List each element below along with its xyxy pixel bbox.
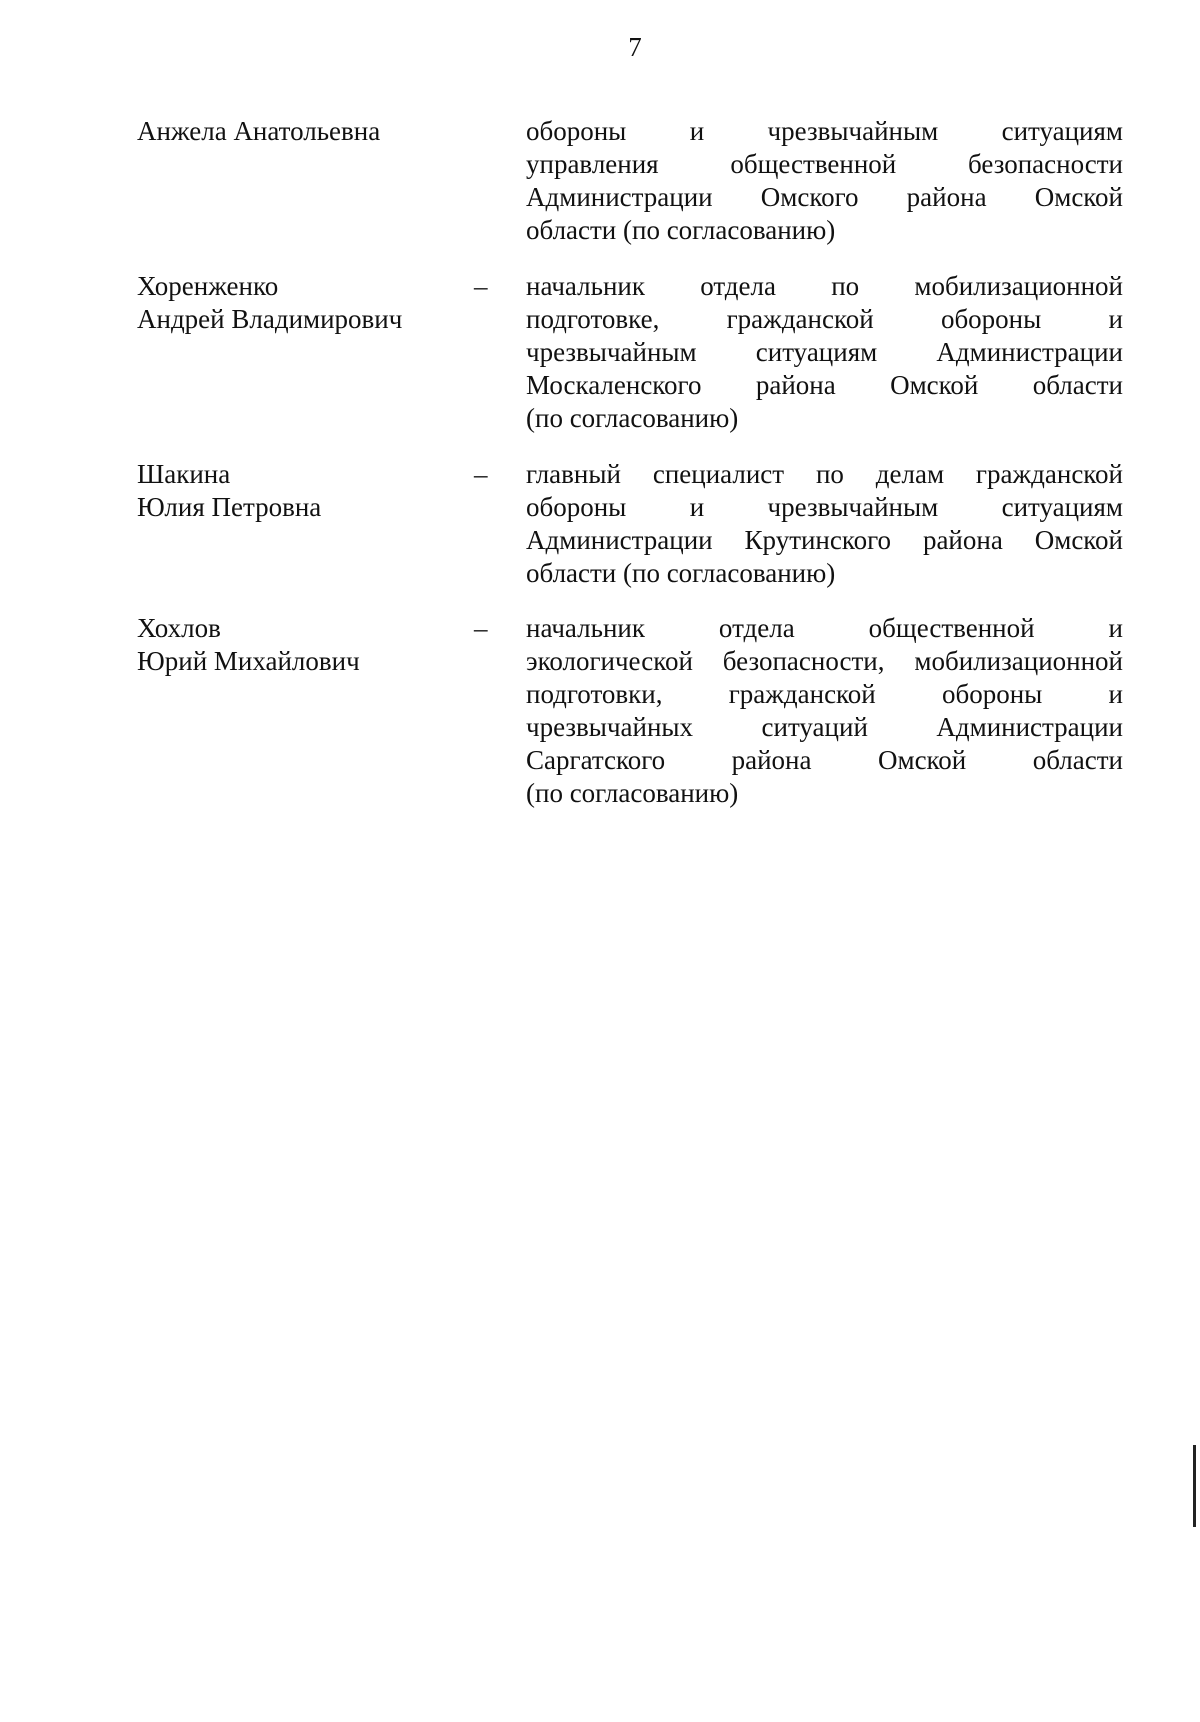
- scan-edge-mark: [1193, 1445, 1196, 1527]
- position-line: экологической безопасности, мобилизационной: [526, 646, 1123, 676]
- member-name-line: Хоренженко: [137, 271, 279, 301]
- dash-separator: –: [474, 271, 488, 301]
- position-line: Саргатского района Омской области: [526, 745, 1123, 775]
- member-position: [526, 115, 1123, 247]
- member-name: [137, 612, 360, 678]
- member-name-line: Юлия Петровна: [137, 492, 322, 522]
- dash-separator: –: [474, 613, 488, 643]
- position-line: чрезвычайных ситуаций Администрации: [526, 712, 1123, 742]
- position-line: (по согласованию): [526, 403, 739, 433]
- position-line: подготовки, гражданской обороны и: [526, 679, 1123, 709]
- page-number: 7: [628, 32, 642, 62]
- position-line: чрезвычайным ситуациям Администрации: [526, 337, 1123, 367]
- member-name-line: Хохлов: [137, 613, 221, 643]
- member-name: [137, 458, 321, 524]
- position-line: начальник отдела по мобилизационной: [526, 271, 1123, 301]
- position-line: главный специалист по делам гражданской: [526, 459, 1123, 489]
- member-name-line: Юрий Михайлович: [137, 646, 360, 676]
- position-line: управления общественной безопасности: [526, 149, 1123, 179]
- position-line: Администрации Крутинского района Омской: [526, 525, 1123, 555]
- position-line: подготовке, гражданской обороны и: [526, 304, 1123, 334]
- dash-separator: –: [474, 459, 488, 489]
- position-line: области (по согласованию): [526, 215, 836, 245]
- member-name-line: Анжела Анатольевна: [137, 116, 381, 146]
- member-name: [137, 270, 402, 336]
- member-position: [526, 612, 1123, 810]
- position-line: области (по согласованию): [526, 558, 836, 588]
- member-position: [526, 458, 1123, 590]
- member-name-line: Шакина: [137, 459, 231, 489]
- member-name-line: Андрей Владимирович: [137, 304, 403, 334]
- position-line: (по согласованию): [526, 778, 739, 808]
- position-line: Администрации Омского района Омской: [526, 182, 1123, 212]
- position-line: обороны и чрезвычайным ситуациям: [526, 492, 1123, 522]
- position-line: начальник отдела общественной и: [526, 613, 1123, 643]
- member-name: [137, 115, 380, 148]
- member-position: [526, 270, 1123, 435]
- position-line: Москаленского района Омской области: [526, 370, 1123, 400]
- position-line: обороны и чрезвычайным ситуациям: [526, 116, 1123, 146]
